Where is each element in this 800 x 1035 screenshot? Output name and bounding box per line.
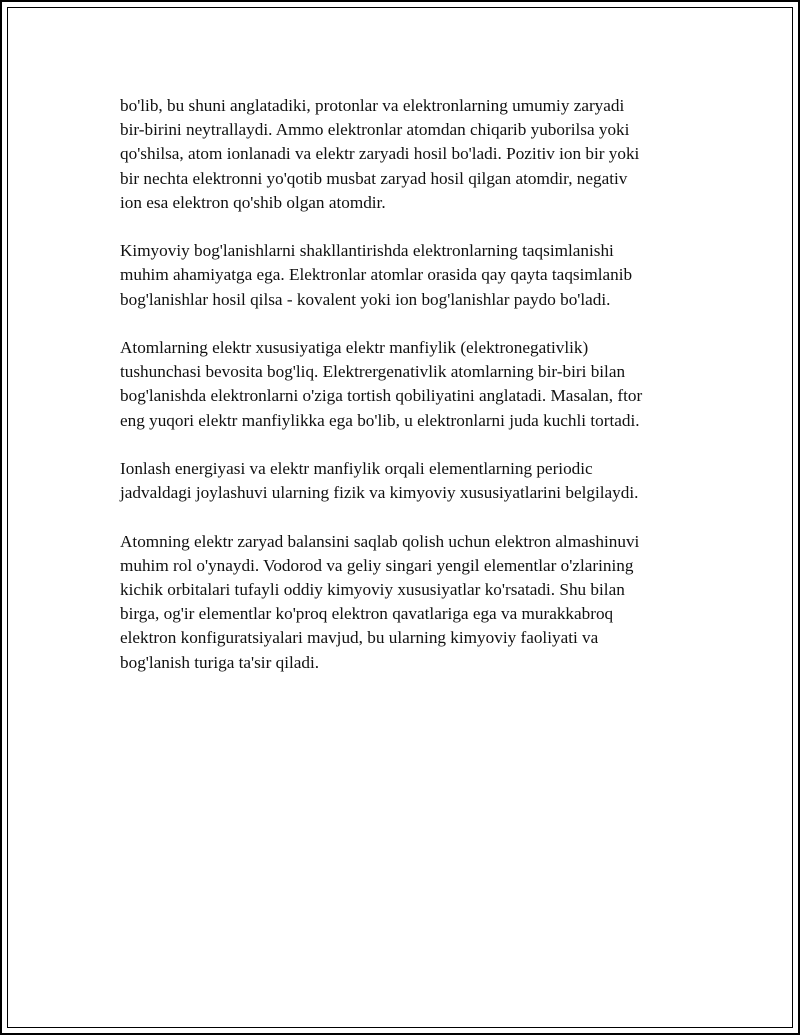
text-line: eng yuqori elektr manfiylikka ega bo'lib, u elektronlarni juda kuchli tortadi. [120, 410, 640, 430]
text-line: jadvaldagi joylashuvi ularning fizik va kimyoviy xususiyatlarini belgilaydi. [120, 483, 639, 503]
paragraph-5 [120, 530, 690, 675]
text-line: bo'lib, bu shuni anglatadiki, protonlar va elektronlarning umumiy zaryadi [120, 96, 625, 115]
text-line: bog'lanishlar hosil qilsa - kovalent yoki ion bog'lanishlar paydo bo'ladi. [120, 289, 611, 309]
text-line: tushunchasi bevosita bog'liq. Elektrergenativlik atomlarning bir-biri bilan [120, 362, 626, 382]
paragraph-2 [120, 239, 690, 312]
document-body [120, 94, 690, 699]
text-line: Kimyoviy bog'lanishlarni shakllantirishda elektronlarning taqsimlanishi [120, 241, 614, 261]
text-line: muhim rol o'ynaydi. Vodorod va geliy singari yengil elementlar o'zlarining [120, 555, 634, 575]
text-line: birga, og'ir elementlar ko'proq elektron qavatlariga ega va murakkabroq [120, 604, 614, 624]
text-line: bog'lanish turiga ta'sir qiladi. [120, 652, 320, 672]
text-line: Ionlash energiyasi va elektr manfiylik orqali elementlarning periodic [120, 459, 593, 478]
text-line: bog'lanishda elektronlarni o'ziga tortish qobiliyatini anglatadi. Masalan, ftor [120, 386, 643, 406]
text-line: Atomlarning elektr xususiyatiga elektr manfiylik (elektronegativlik) [120, 338, 589, 357]
text-line: elektron konfiguratsiyalari mavjud, bu ularning kimyoviy faoliyati va [120, 628, 599, 648]
text-line: kichik orbitalari tufayli oddiy kimyoviy xususiyatlar ko'rsatadi. Shu bilan [120, 580, 625, 599]
text-line: bir nechta elektronni yo'qotib musbat zaryad hosil qilgan atomdir, negativ [120, 168, 628, 188]
paragraph-4 [120, 457, 690, 505]
paragraph-3 [120, 336, 690, 433]
text-line: bir-birini neytrallaydi. Ammo elektronlar atomdan chiqarib yuborilsa yoki [120, 120, 630, 140]
text-line: ion esa elektron qo'shib olgan atomdir. [120, 192, 386, 212]
text-line: qo'shilsa, atom ionlanadi va elektr zaryadi hosil bo'ladi. Pozitiv ion bir yoki [120, 144, 640, 164]
paragraph-1 [120, 94, 690, 215]
text-line: muhim ahamiyatga ega. Elektronlar atomlar orasida qay qayta taqsimlanib [120, 265, 633, 285]
text-line: Atomning elektr zaryad balansini saqlab qolish uchun elektron almashinuvi [120, 531, 640, 551]
